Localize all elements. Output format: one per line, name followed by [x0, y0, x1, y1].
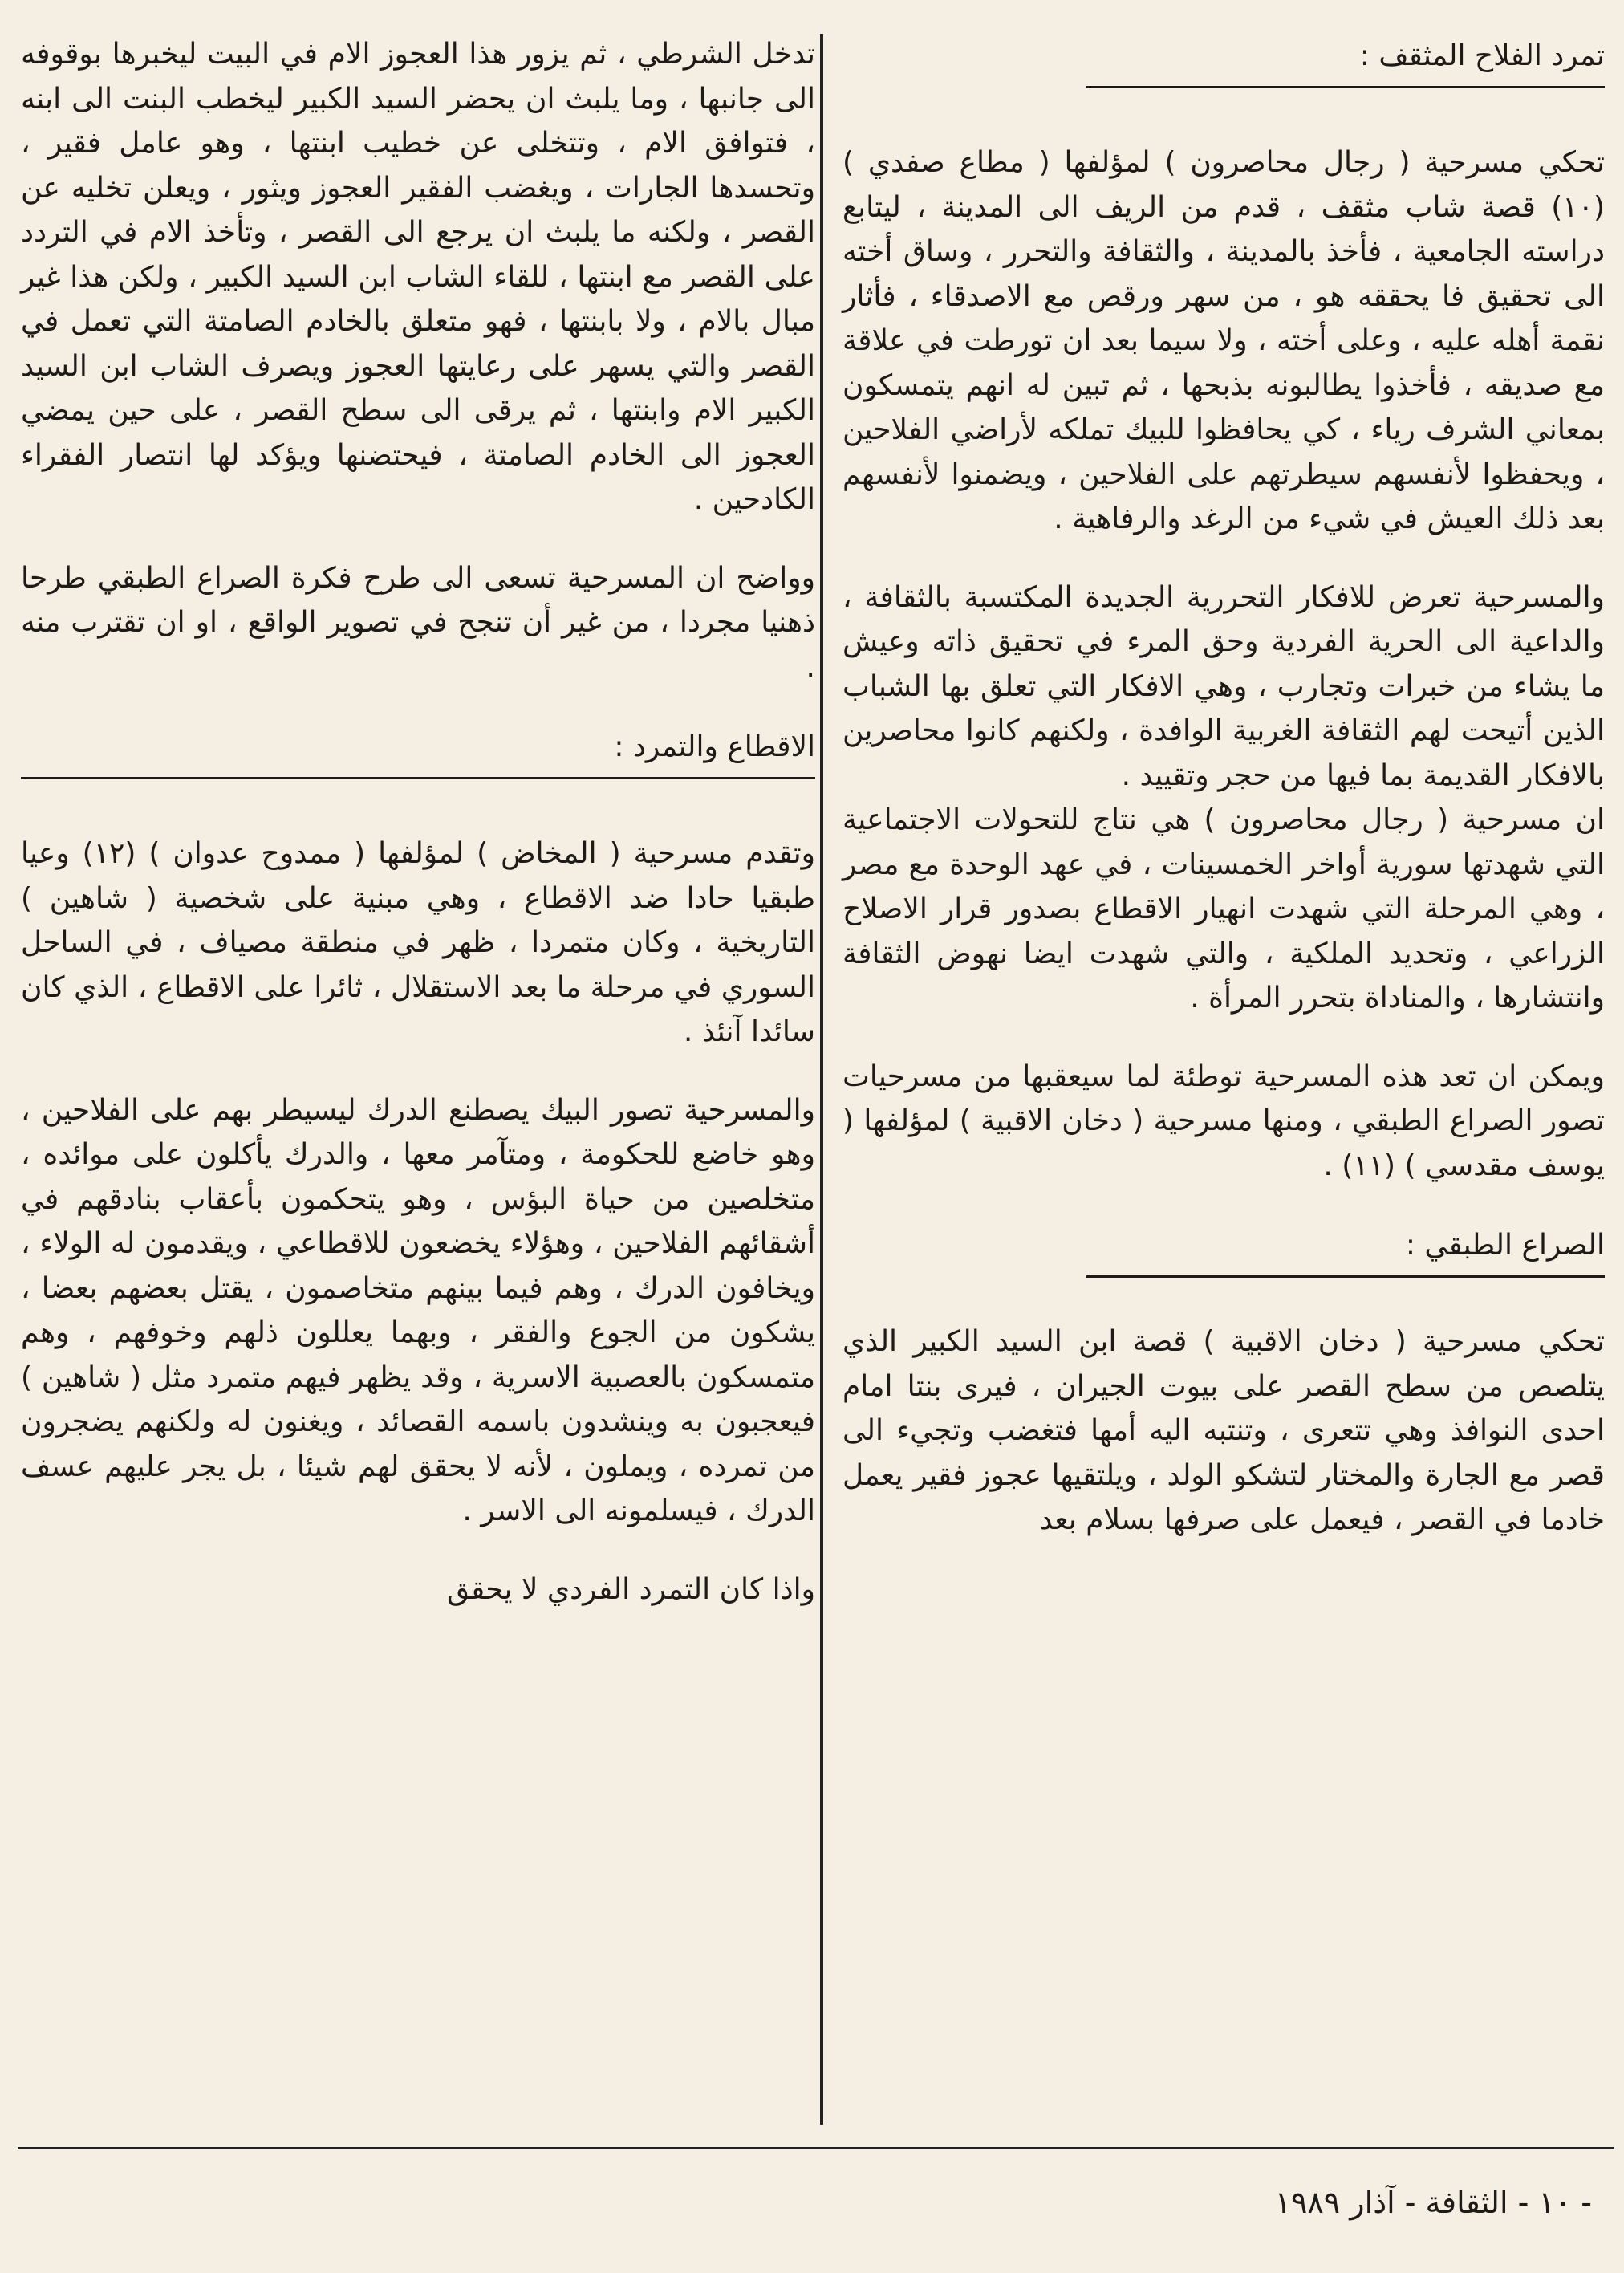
paragraph: تحكي مسرحية ( رجال محاصرون ) لمؤلفها ( مطاع صفدي ) (١٠) قصة شاب مثقف ، قدم من الريف الى المدينة ، ليتابع دراسته الجامعية ، فأخذ بالمدينة ، والثقافة والتحرر ، وساق أخته الى تحقيق فا يحققه هو ، من سهر ورقص مع الاصدقاء ، فأثار نقمة أهله عليه ، وعلى أخته ، ولا سيما بعد ان تورطت في علاقة مع صديقه ، فأخذوا يطالبونه بذبحها ، ثم تبين له انهم يتمسكون بمعاني الشرف رياء ، كي يحافظوا للبيك تملكه لأراضي الفلاحين ، ويحفظوا لأنفسهم سيطرتهم على الفلاحين ، ويضمنوا لأنفسهم بعد ذلك العيش في شيء من الرغد والرفاهية .	[842, 146, 1605, 535]
section-heading-feudalism	[21, 723, 815, 787]
paragraph: ان مسرحية ( رجال محاصرون ) هي نتاج للتحولات الاجتماعية التي شهدتها سورية أواخر الخمسينات ، في عهد الوحدة مع مصر ، وهي المرحلة التي شهدت انهيار الاقطاع بصدور قرار الاصلاح الزراعي ، وتحديد الملكية ، والتي شهدت ايضا نهوض الثقافة وانتشارها ، والمناداة بتحرر المرأة .	[842, 803, 1605, 1015]
heading-underline	[21, 777, 815, 779]
paragraph: ويمكن ان تعد هذه المسرحية توطئة لما سيعقبها من مسرحيات تصور الصراع الطبقي ، ومنها مسرحية ( دخان الاقبية ) لمؤلفها ( يوسف مقدسي ) (١١) .	[842, 1059, 1605, 1182]
footer-rule	[18, 2147, 1614, 2149]
section-heading-class-struggle	[842, 1222, 1605, 1286]
paragraph: واذا كان التمرد الفردي لا يحقق	[447, 1572, 815, 1606]
paragraph: وواضح ان المسرحية تسعى الى طرح فكرة الصراع الطبقي طرحا ذهنيا مجردا ، من غير أن تنجح في تصوير الواقع ، او ان تقترب منه .	[21, 561, 815, 684]
paragraph: تدخل الشرطي ، ثم يزور هذا العجوز الام في البيت ليخبرها بوقوفه الى جانبها ، وما يلبث ان يحضر السيد الكبير ليخطب البنت الى ابنه ، فتوافق الام ، وتتخلى عن خطيب ابنتها ، وهو عامل فقير ، وتحسدها الجارات ، ويغضب الفقير العجوز ويثور ، ويعلن تخليه عن القصر ، ولكنه ما يلبث ان يرجع الى القصر ، وتأخذ الام في التردد على القصر مع ابنتها ، للقاء الشاب ابن السيد الكبير ، ولكن هذا غير مبال بالام ، ولا بابنتها ، فهو متعلق بالخادم الصامتة التي تعمل في القصر والتي يسهر على رعايتها العجوز ويصرف الشاب ابن السيد الكبير الام وابنتها ، ثم يرقى الى سطح القصر ، على حين يمضي العجوز الى الخادم الصامتة ، فيحتضنها ويؤكد لها انتصار الفقراء الكادحين .	[21, 38, 815, 516]
right-column	[842, 32, 1605, 1543]
heading-underline	[1086, 1275, 1605, 1278]
section-heading-peasant-rebellion	[842, 32, 1605, 96]
heading-underline	[1086, 86, 1605, 88]
heading-text: تمرد الفلاح المثقف :	[1359, 39, 1605, 72]
paragraph: والمسرحية تصور البيك يصطنع الدرك ليسيطر بهم على الفلاحين ، وهو خاضع للحكومة ، ومتآمر معها ، والدرك يأكلون على موائده ، متخلصين من حياة البؤس ، وهو يتحكمون بأعقاب بنادقهم في أشقائهم الفلاحين ، وهؤلاء يخضعون للاقطاعي ، ويقدمون له الولاء ، ويخافون الدرك ، وهم فيما بينهم متخاصمون ، يقتل بعضهم بعضا ، يشكون من الجوع والفقر ، وبهما يعللون ذلهم وخوفهم ، وهم متمسكون بالعصبية الاسرية ، وقد يظهر فيهم متمرد مثل ( شاهين ) فيعجبون به وينشدون باسمه القصائد ، ويغنون له ولكنهم يضجرون من تمرده ، ويملون ، لأنه لا يحقق لهم شيئا ، بل يجر عليهم عسف الدرك ، فيسلمونه الى الاسر .	[21, 1093, 815, 1527]
paragraph: تحكي مسرحية ( دخان الاقبية ) قصة ابن السيد الكبير الذي يتلصص من سطح القصر على بيوت الجيران ، فيرى بنتا امام احدى النوافذ وهي تتعرى ، وتنتبه اليه أمها فتغضب وتجيء الى قصر مع الجارة والمختار لتشكو الولد ، ويلتقيها عجوز فقير يعمل خادما في القصر ، فيعمل على صرفها بسلام بعد	[842, 1325, 1605, 1536]
page-footer: - ١٠ - الثقافة - آذار ١٩٨٩	[1274, 2185, 1592, 2220]
paragraph: والمسرحية تعرض للافكار التحررية الجديدة المكتسبة بالثقافة ، والداعية الى الحرية الفردية وحق المرء في تحقيق ذاته وعيش ما يشاء من خبرات وتجارب ، وهي الافكار التي تعلق بها الشباب الذين أتيحت لهم الثقافة الغربية الوافدة ، ولكنهم كانوا محاصرين بالافكار القديمة بما فيها من حجر وتقييد .	[842, 580, 1605, 792]
column-divider	[820, 34, 823, 2125]
heading-text: الصراع الطبقي :	[1405, 1229, 1605, 1262]
paragraph: وتقدم مسرحية ( المخاض ) لمؤلفها ( ممدوح عدوان ) (١٢) وعيا طبقيا حادا ضد الاقطاع ، وهي مبنية على شخصية ( شاهين ) التاريخية ، وكان متمردا ، ظهر في منطقة مصياف ، في الساحل السوري في مرحلة ما بعد الاستقلال ، ثائرا على الاقطاع ، الذي كان سائدا آنئذ .	[21, 837, 816, 1048]
left-column	[21, 32, 815, 1612]
heading-text: الاقطاع والتمرد :	[614, 730, 815, 763]
